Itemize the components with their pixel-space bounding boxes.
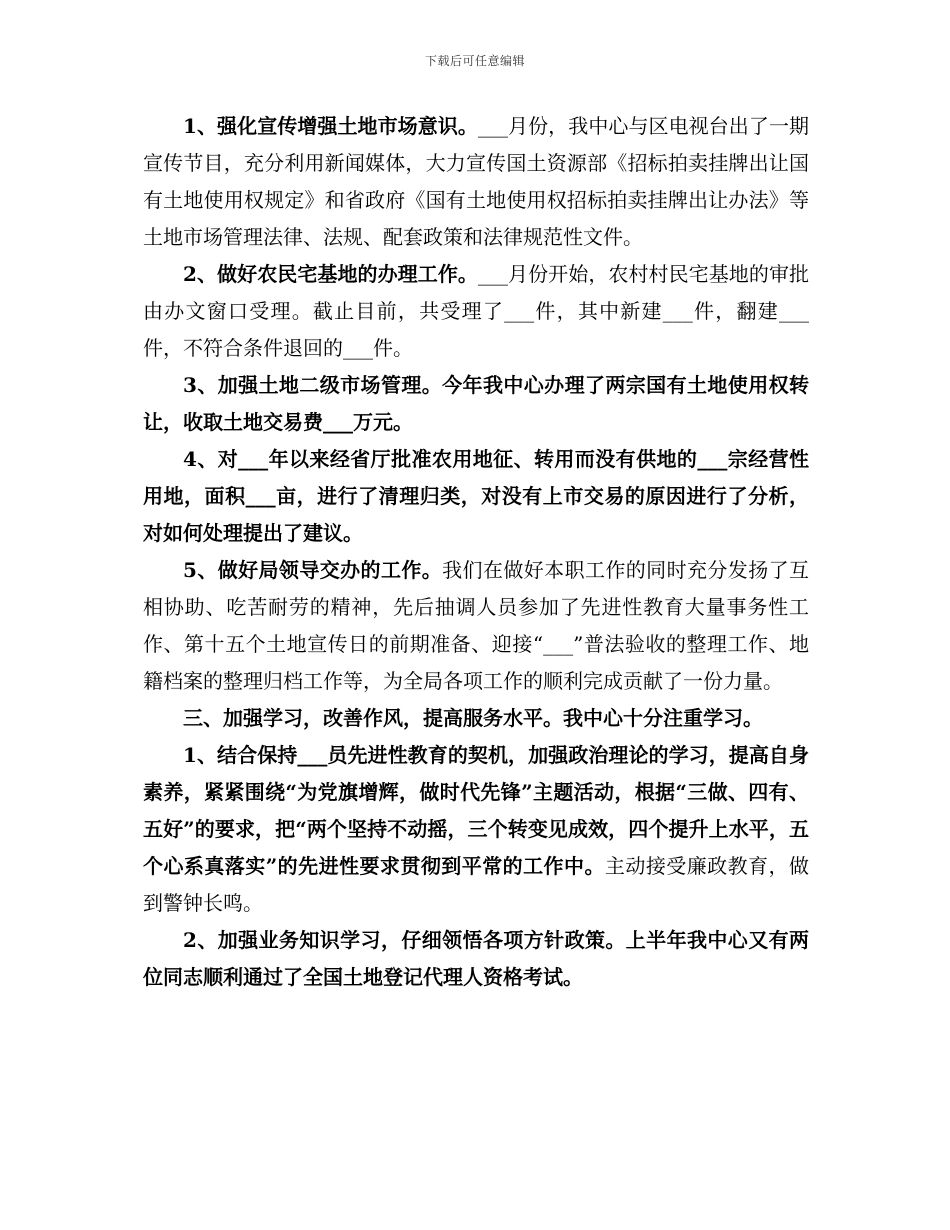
paragraph-heading: 2、做好农民宅基地的办理工作。 bbox=[183, 262, 478, 286]
page-header: 下载后可任意编辑 bbox=[424, 54, 525, 68]
section-heading bbox=[143, 700, 809, 737]
paragraph-3 bbox=[143, 367, 809, 441]
paragraph-heading: 5、做好局领导交办的工作。 bbox=[183, 558, 443, 582]
paragraph-6 bbox=[143, 737, 809, 922]
paragraph-1 bbox=[143, 108, 809, 256]
paragraph-5 bbox=[143, 552, 809, 700]
paragraph-heading: 2、加强业务知识学习，仔细领悟各项方针政策。上半年我中心又有两位同志顺利通过了全国土地登记代理人资格考试。 bbox=[143, 928, 809, 989]
paragraph-7 bbox=[143, 922, 809, 996]
paragraph-heading: 3、加强土地二级市场管理。今年我中心办理了两宗国有土地使用权转让，收取土地交易费___万元。 bbox=[143, 373, 809, 434]
paragraph-text: 我们在做好本职工作的同时充分发扬了互相协助、吃苦耐劳的精神，先后抽调人员参加了先进性教育大量事务性工作、第十五个土地宣传日的前期准备、迎接“___”普法验收的整理工作、地籍档案的整理归档工作等，为全局各项工作的顺利完成贡献了一份力量。 bbox=[143, 558, 810, 693]
paragraph-text: ___月份开始，农村村民宅基地的审批由办文窗口受理。截止目前，共受理了___件，其中新建___件，翻建___件，不符合条件退回的___件。 bbox=[143, 262, 810, 360]
paragraph-text: ___月份，我中心与区电视台出了一期宣传节目，充分利用新闻媒体，大力宣传国土资源部《招标拍卖挂牌出让国有土地使用权规定》和省政府《国有土地使用权招标拍卖挂牌出让办法》等土地市场管理法律、法规、配套政策和法律规范性文件。 bbox=[143, 114, 810, 249]
paragraph-heading: 三、加强学习，改善作风，提高服务水平。我中心十分注重学习。 bbox=[183, 706, 763, 730]
document-body bbox=[143, 108, 809, 996]
paragraph-2 bbox=[143, 256, 809, 367]
paragraph-heading: 1、强化宣传增强土地市场意识。 bbox=[183, 114, 478, 138]
paragraph-4 bbox=[143, 441, 809, 552]
paragraph-text: 主动接受廉政教育，做到警钟长鸣。 bbox=[143, 854, 809, 915]
paragraph-heading: 4、对___年以来经省厅批准农用地征、转用而没有供地的___宗经营性用地，面积___亩，进行了清理归类，对没有上市交易的原因进行了分析，对如何处理提出了建议。 bbox=[143, 447, 809, 545]
paragraph-heading: 1、结合保持___员先进性教育的契机，加强政治理论的学习，提高自身素养，紧紧围绕“为党旗增辉，做时代先锋”主题活动，根据“三做、四有、五好”的要求，把“两个坚持不动摇，三个转变见成效，四个提升上水平，五个心系真落实”的先进性要求贯彻到平常的工作中。 bbox=[143, 743, 809, 878]
